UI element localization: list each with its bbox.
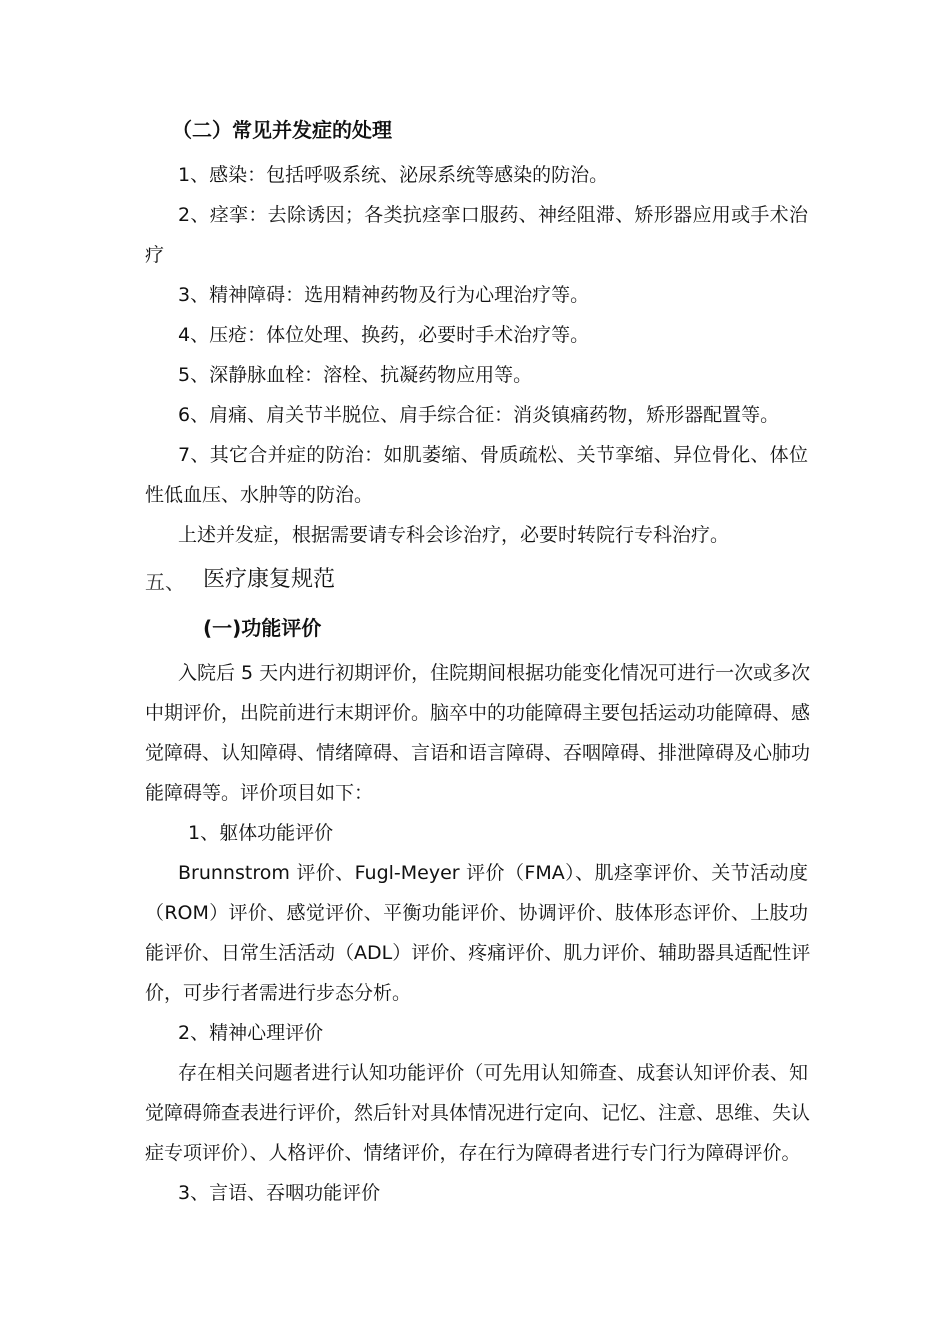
item1-title: 1、躯体功能评价 xyxy=(188,822,334,844)
item2-line-1: 存在相关问题者进行认知功能评价（可先用认知筛查、成套认知评价表、知 xyxy=(178,1062,808,1084)
item1-line-1: Brunnstrom 评价、Fugl-Meyer 评价（FMA）、肌痉挛评价、关节活动度 xyxy=(178,862,808,884)
item1-line-2: （ROM）评价、感觉评价、平衡功能评价、协调评价、肢体形态评价、上肢功 xyxy=(145,902,808,924)
paragraph-other-cont: 性低血压、水肿等的防治。 xyxy=(145,484,374,506)
intro-line-4: 能障碍等。评价项目如下： xyxy=(145,782,374,804)
paragraph-shoulder: 6、肩痛、肩关节半脱位、肩手综合征：消炎镇痛药物，矫形器配置等。 xyxy=(178,404,780,426)
section-title: 医疗康复规范 xyxy=(203,567,336,592)
section-heading-complications: （二）常见并发症的处理 xyxy=(172,118,392,142)
item2-title: 2、精神心理评价 xyxy=(178,1022,324,1044)
item2-line-3: 症专项评价）、人格评价、情绪评价，存在行为障碍者进行专门行为障碍评价。 xyxy=(145,1142,801,1164)
paragraph-dvt: 5、深静脉血栓：溶栓、抗凝药物应用等。 xyxy=(178,364,533,386)
intro-line-3: 觉障碍、认知障碍、情绪障碍、言语和语言障碍、吞咽障碍、排泄障碍及心肺功 xyxy=(145,742,811,764)
section-number: 五、 xyxy=(145,570,185,594)
item2-line-2: 觉障碍筛查表进行评价，然后针对具体情况进行定向、记忆、注意、思维、失认 xyxy=(145,1102,811,1124)
paragraph-other: 7、其它合并症的防治：如肌萎缩、骨质疏松、关节挛缩、异位骨化、体位 xyxy=(178,444,808,466)
paragraph-spasm-cont: 疗 xyxy=(145,244,165,266)
item3-title: 3、言语、吞咽功能评价 xyxy=(178,1182,381,1204)
paragraph-pressure-sore: 4、压疮：体位处理、换药，必要时手术治疗等。 xyxy=(178,324,590,346)
item1-line-3: 能评价、日常生活活动（ADL）评价、疼痛评价、肌力评价、辅助器具适配性评 xyxy=(145,942,811,964)
subsection-heading-evaluation: (一)功能评价 xyxy=(203,616,322,640)
intro-line-1: 入院后 5 天内进行初期评价，住院期间根据功能变化情况可进行一次或多次 xyxy=(178,662,811,684)
paragraph-referral: 上述并发症，根据需要请专科会诊治疗，必要时转院行专科治疗。 xyxy=(178,524,730,546)
paragraph-mental: 3、精神障碍：选用精神药物及行为心理治疗等。 xyxy=(178,284,590,306)
paragraph-infection: 1、感染：包括呼吸系统、泌尿系统等感染的防治。 xyxy=(178,164,609,186)
paragraph-spasm: 2、痉挛：去除诱因；各类抗痉挛口服药、神经阻滞、矫形器应用或手术治 xyxy=(178,204,808,226)
item1-line-4: 价，可步行者需进行步态分析。 xyxy=(145,982,412,1004)
intro-line-2: 中期评价，出院前进行末期评价。脑卒中的功能障碍主要包括运动功能障碍、感 xyxy=(145,702,811,724)
